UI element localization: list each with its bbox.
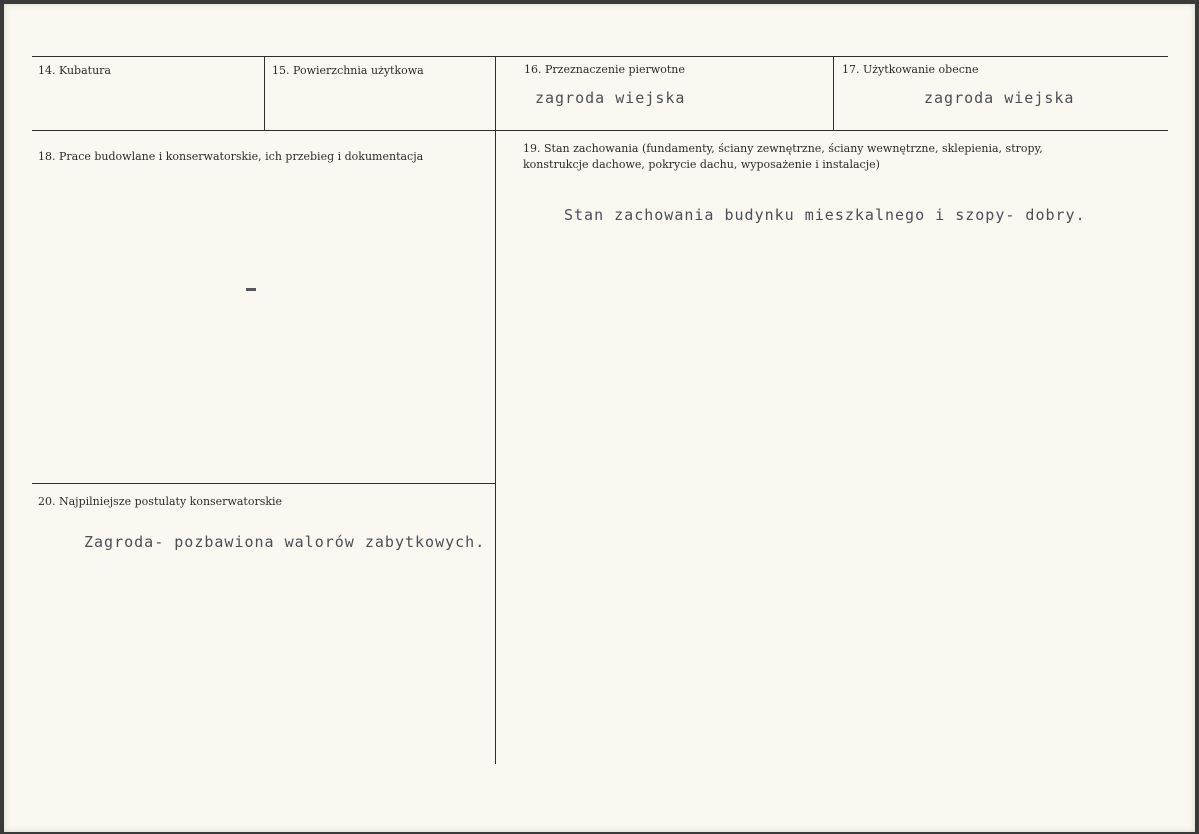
field-16-value: zagroda wiejska	[535, 89, 686, 107]
field-19-label-line1: 19. Stan zachowania (fundamenty, ściany zewnętrzne, ściany wewnętrzne, sklepienia, stropy,	[523, 142, 1043, 155]
col-divider-14-15	[264, 56, 265, 130]
col-divider-main	[495, 56, 496, 764]
field-17-label: 17. Użytkowanie obecne	[842, 63, 979, 76]
field-19-value: Stan zachowania budynku mieszkalnego i szopy- dobry.	[564, 206, 1086, 224]
field-14-label: 14. Kubatura	[38, 64, 111, 77]
field-19-label-line2: konstrukcje dachowe, pokrycie dachu, wyposażenie i instalacje)	[523, 158, 880, 171]
field-18-label: 18. Prace budowlane i konserwatorskie, ich przebieg i dokumentacja	[38, 150, 424, 163]
field-20-value: Zagroda- pozbawiona walorów zabytkowych.	[84, 533, 486, 551]
field-18-value-dash	[246, 288, 256, 291]
col-divider-16-17	[833, 56, 834, 130]
top-rule	[32, 56, 1168, 57]
section-divider-18-20	[32, 483, 495, 484]
field-17-value: zagroda wiejska	[924, 89, 1075, 107]
field-16-label: 16. Przeznaczenie pierwotne	[524, 63, 685, 76]
field-20-label: 20. Najpilniejsze postulaty konserwatorskie	[38, 495, 283, 508]
row-divider	[32, 130, 1168, 131]
field-15-label: 15. Powierzchnia użytkowa	[272, 64, 424, 77]
record-card	[4, 4, 1195, 832]
